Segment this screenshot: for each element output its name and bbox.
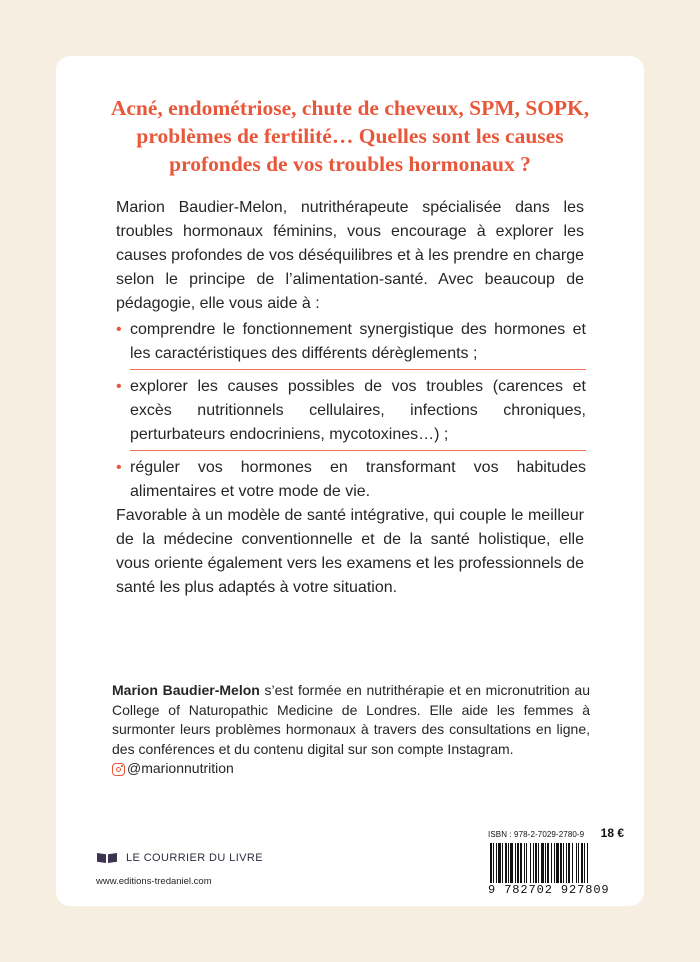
back-cover (56, 56, 644, 906)
bullet-icon: • (116, 321, 122, 338)
barcode-bar (547, 843, 549, 883)
list-item-text: réguler vos hormones en transformant vos habitudes alimentaires et votre mode de vie. (130, 459, 586, 500)
publisher-website[interactable]: www.editions-tredaniel.com (96, 876, 212, 887)
list-item (116, 318, 586, 370)
barcode-bar (560, 843, 562, 883)
barcode-bar (493, 843, 494, 883)
instagram-handle-text: @marionnutrition (127, 760, 234, 776)
barcode-bar (563, 843, 564, 883)
publisher-name: LE COURRIER DU LIVRE (126, 852, 263, 864)
barcode-bar (556, 843, 559, 883)
barcode-bar (566, 843, 567, 883)
bullet-icon: • (116, 459, 122, 476)
barcode-bar (526, 843, 527, 883)
price-label: 18 € (600, 826, 624, 840)
author-bio-text: s’est formée en nutrithérapie et en micronutrition au College of Naturopathic Medicine de Londres. Elle aide les femmes à surmonter leurs problèmes hormonaux à travers des consultations en ligne, des conférences et du contenu digital sur son compte Instagram. (112, 682, 590, 757)
isbn-label: ISBN : 978-2-7029-2780-9 (488, 830, 585, 839)
benefits-list (116, 318, 586, 506)
barcode-bar (502, 843, 503, 883)
barcode-bar (498, 843, 501, 883)
author-bio (112, 681, 590, 781)
barcode-bar (587, 843, 588, 883)
divider (130, 450, 586, 451)
instagram-icon (112, 763, 125, 776)
intro-paragraph: Marion Baudier-Melon, nutrithérapeute spécialisée dans les troubles hormonaux féminins, vous encourage à explorer les causes profondes de vos déséquilibres et à les prendre en charge selon le principe de l’alimentation-santé. Avec beaucoup de pédagogie, elle vous aide à : (116, 199, 584, 312)
barcode-bar (510, 843, 513, 883)
barcode-bar (551, 843, 552, 883)
headline: Acné, endométriose, chute de cheveux, SPM, SOPK, problèmes de fertilité… Quelles sont les causes profondes de vos troubles hormonaux ? (110, 96, 590, 176)
barcode-bar (576, 843, 577, 883)
barcode-bar (517, 843, 519, 883)
barcode-bar (554, 843, 555, 883)
book-icon (96, 852, 118, 864)
divider (130, 369, 586, 370)
barcode-bar (538, 843, 539, 883)
barcode-bar (530, 843, 531, 883)
barcode-bar (581, 843, 583, 883)
publisher-logo (96, 852, 263, 864)
barcode-bar (496, 843, 497, 883)
barcode-digits: 9 782702 927809 (488, 883, 610, 897)
list-item-text: explorer les causes possibles de vos troubles (carences et excès nutritionnels cellulaires, infections chroniques, perturbateurs endocriniens, mycotoxines…) ; (130, 378, 586, 443)
barcode-bar (541, 843, 544, 883)
author-name: Marion Baudier-Melon (112, 682, 260, 698)
barcode-bar (524, 843, 525, 883)
list-item (116, 375, 586, 451)
barcode-bar (505, 843, 507, 883)
list-item (116, 456, 586, 504)
barcode-bar (584, 843, 585, 883)
barcode-block (488, 826, 624, 897)
conclusion-paragraph: Favorable à un modèle de santé intégrative, qui couple le meilleur de la médecine conventionnelle et de la santé holistique, elle vous oriente également vers les examens et les professionnels de santé les plus adaptés à votre situation. (116, 507, 584, 596)
barcode-bar (515, 843, 516, 883)
barcode-bar (568, 843, 570, 883)
instagram-handle[interactable] (112, 759, 234, 779)
barcode-bar (533, 843, 534, 883)
list-item-text: comprendre le fonctionnement synergistique des hormones et les caractéristiques des différents dérèglements ; (130, 321, 586, 362)
barcode-bar (520, 843, 522, 883)
bullet-icon: • (116, 378, 122, 395)
barcode (488, 843, 624, 883)
barcode-bar (572, 843, 573, 883)
barcode-bar (508, 843, 509, 883)
barcode-bar (490, 843, 492, 883)
barcode-bar (545, 843, 546, 883)
barcode-bar (535, 843, 537, 883)
barcode-bar (578, 843, 579, 883)
